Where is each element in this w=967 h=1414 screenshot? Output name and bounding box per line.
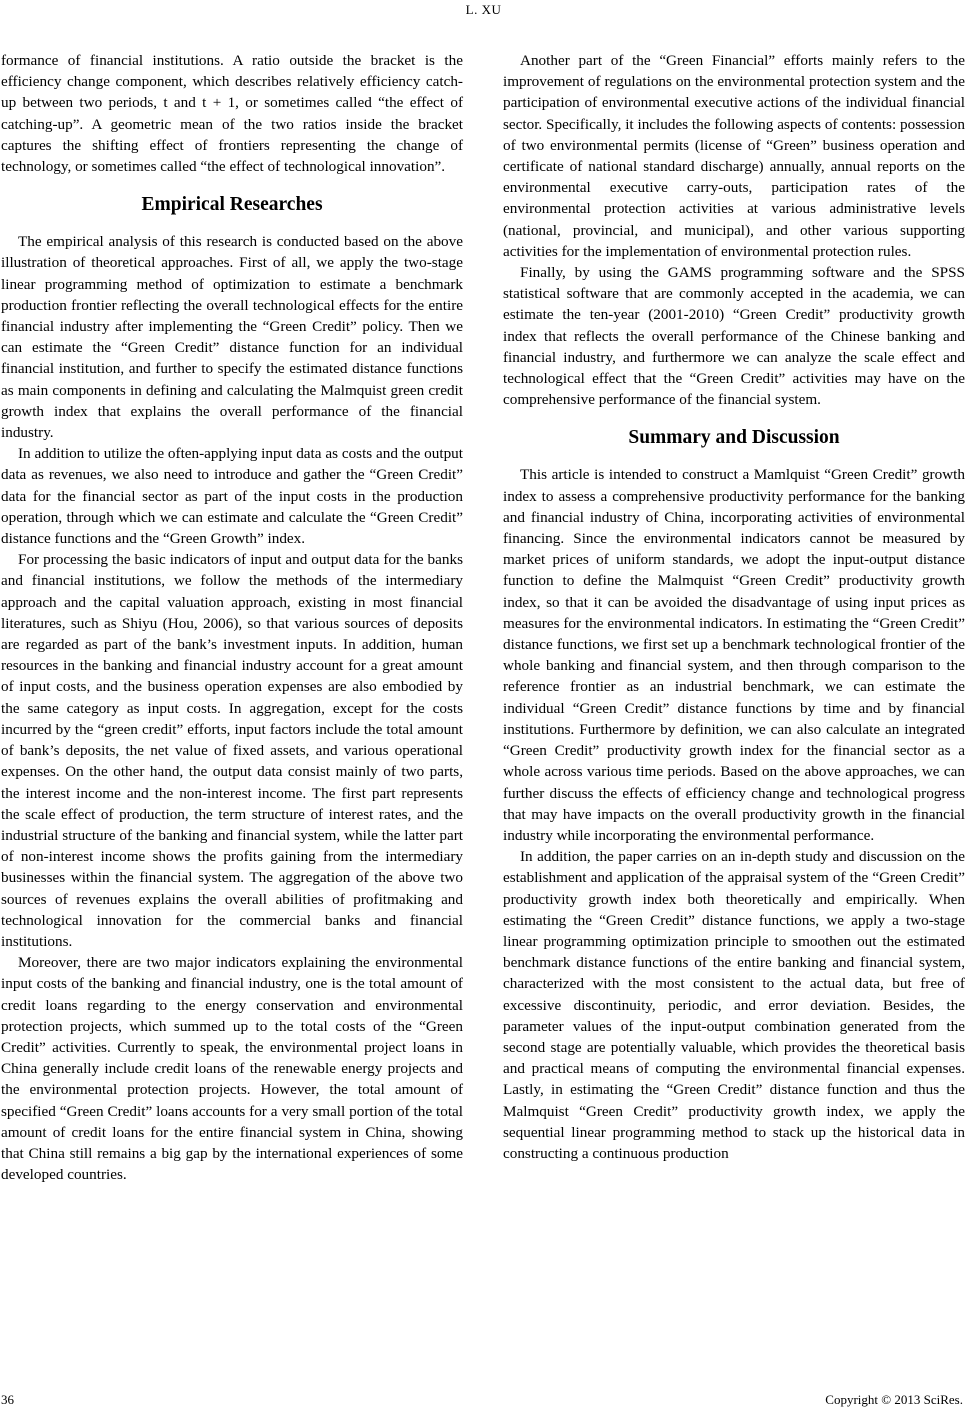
paragraph: This article is intended to construct a Mamlquist “Green Credit” growth index to assess a comprehensive productivity performance for the banking and financial industry of China, incorporating activities of environmental financing. Since the environmental indicators cannot be measured by market prices of uniform standards, we adopt the input-output distance function to define the Malmquist “Green Credit” productivity growth index, so that it can be avoided the disadvantage of using input prices as measures for the environmental indicators. In estimating the “Green Credit” distance functions, we first set up a benchmark technological frontier of the whole banking and financial system, and then through comparison to the reference frontier as an industrial benchmark, we can estimate the individual “Green Credit” distance functions by time and by financial institutions. Furthermore by definition, we can also calculate an integrated “Green Credit” productivity growth index for the financial sector as a whole across various time periods. Based on the above approaches, we can further discuss the effects of efficiency change and technological progress that may have impacts on the overall productivity growth in the financial industry while incorporating the environmental performance. <box>503 466 965 844</box>
running-header: L. XU <box>465 2 502 17</box>
left-column <box>1 50 463 1185</box>
page-number: 36 <box>1 1392 14 1407</box>
paragraph: In addition to utilize the often-applying input data as costs and the output data as revenues, we also need to introduce and gather the “Green Credit” data for the financial sector as part of the input costs in the production operation, through which we can estimate and calculate the “Green Credit” distance functions and the “Green Growth” index. <box>1 445 463 548</box>
paragraph: In addition, the paper carries on an in-depth study and discussion on the establishment and application of the appraisal system of the “Green Credit” productivity growth index both theoretically and empirically. When estimating the “Green Credit” distance functions, we apply a two-stage linear programming optimization principle to smoothen out the estimated benchmark distance functions of the entire banking and financial system, characterized with the most consistent to the actual data, but free of excessive discontinuity, periodic, and error deviation. Besides, the parameter values of the input-output combination generated from the second stage are potentially valuable, which provides the theoretical basis and practical means of computing the environmental financial expenses. Lastly, in estimating the “Green Credit” distance function and thus the Malmquist “Green Credit” productivity growth index, we apply the sequential linear programming method to stack up the historical data in constructing a continuous production <box>503 848 965 1162</box>
paragraph: Finally, by using the GAMS programming software and the SPSS statistical software that are commonly accepted in the academia, we can estimate the ten-year (2001-2010) “Green Credit” productivity growth index that reflects the overall performance of the Chinese banking and financial industry, and furthermore we can analyze the scale effect and technological effect that the “Green Credit” activities may have on the comprehensive performance of the financial system. <box>503 264 965 409</box>
paragraph: Another part of the “Green Financial” efforts mainly refers to the improvement of regulations on the environmental protection system and the participation of environmental executive actions of the individual financial sector. Specifically, it includes the following aspects of contents: possession of two environmental permits (license of “Green” business operation and certificate of national standard discharge) annually, annual reports on the environmental executive carry-outs, participation rates of the environmental protection activities at various administrative levels (national, provincial, and municipal), and other various supporting activities for the implementation of environmental protection rules. <box>503 52 965 260</box>
paragraph: Moreover, there are two major indicators explaining the environmental input costs of the banking and financial industry, one is the total amount of credit loans regarding to the energy conservation and environmental protection projects, which summed up to the total costs of the “Green Credit” activities. Currently to speak, the environmental project loans in China generally include credit loans of the renewable energy projects and the environmental protection projects. However, the total amount of specified “Green Credit” loans accounts for a very small portion of the total amount of credit loans for the entire financial system in China, showing that China still remains a big gap by the international experiences of some developed countries. <box>1 954 463 1184</box>
copyright-notice: Copyright © 2013 SciRes. <box>825 1392 963 1407</box>
paragraph: The empirical analysis of this research is conducted based on the above illustration of theoretical approaches. First of all, we apply the two-stage linear programming method of optimization to estimate a benchmark production frontier reflecting the overall technological effects for the entire financial industry after implementing the “Green Credit” policy. Then we can estimate the “Green Credit” distance function for an individual financial institution, and further to specify the estimated distance functions as main components in defining and calculating the Malmquist green credit growth index that explains the overall performance of the financial industry. <box>1 233 463 442</box>
paragraph-continuation: formance of financial institutions. A ratio outside the bracket is the efficiency change component, which describes relatively efficiency catch-up between two periods, t and t + 1, or sometimes called “the effect of catching-up”. A geometric mean of the two ratios inside the bracket captures the shifting effect of frontiers representing the change of technology, or sometimes called “the effect of technological innovation”. <box>1 52 463 176</box>
section-heading-empirical-researches: Empirical Researches <box>141 194 323 216</box>
paragraph: For processing the basic indicators of input and output data for the banks and financial institutions, we follow the methods of the intermediary approach and the capital valuation approach, existing in most financial literatures, such as Shiyu (Hou, 2006), so that various sources of deposits are regarded as part of the bank’s investment inputs. In addition, human resources in the banking and financial industry account for a great amount of input costs, and the business operation expenses are also embodied by the same category as input costs. In aggregation, except for the costs incurred by the “green credit” efforts, input factors include the total amount of bank’s deposits, the net value of fixed assets, and various operational expenses. On the other hand, the output data consist mainly of two parts, the interest income and the non-interest income. The first part represents the scale effect of production, the term structure of interest rates, and the industrial structure of the banking and financial system, while the latter part of non-interest income shows the profits gaining from the intermediary businesses within the financial system. The aggregation of the above two sources of revenues explains the overall abilities of profitmaking and technological innovation for the commercial banks and financial institutions. <box>1 551 463 950</box>
right-column <box>503 50 965 1164</box>
section-heading-summary-and-discussion: Summary and Discussion <box>628 427 840 449</box>
